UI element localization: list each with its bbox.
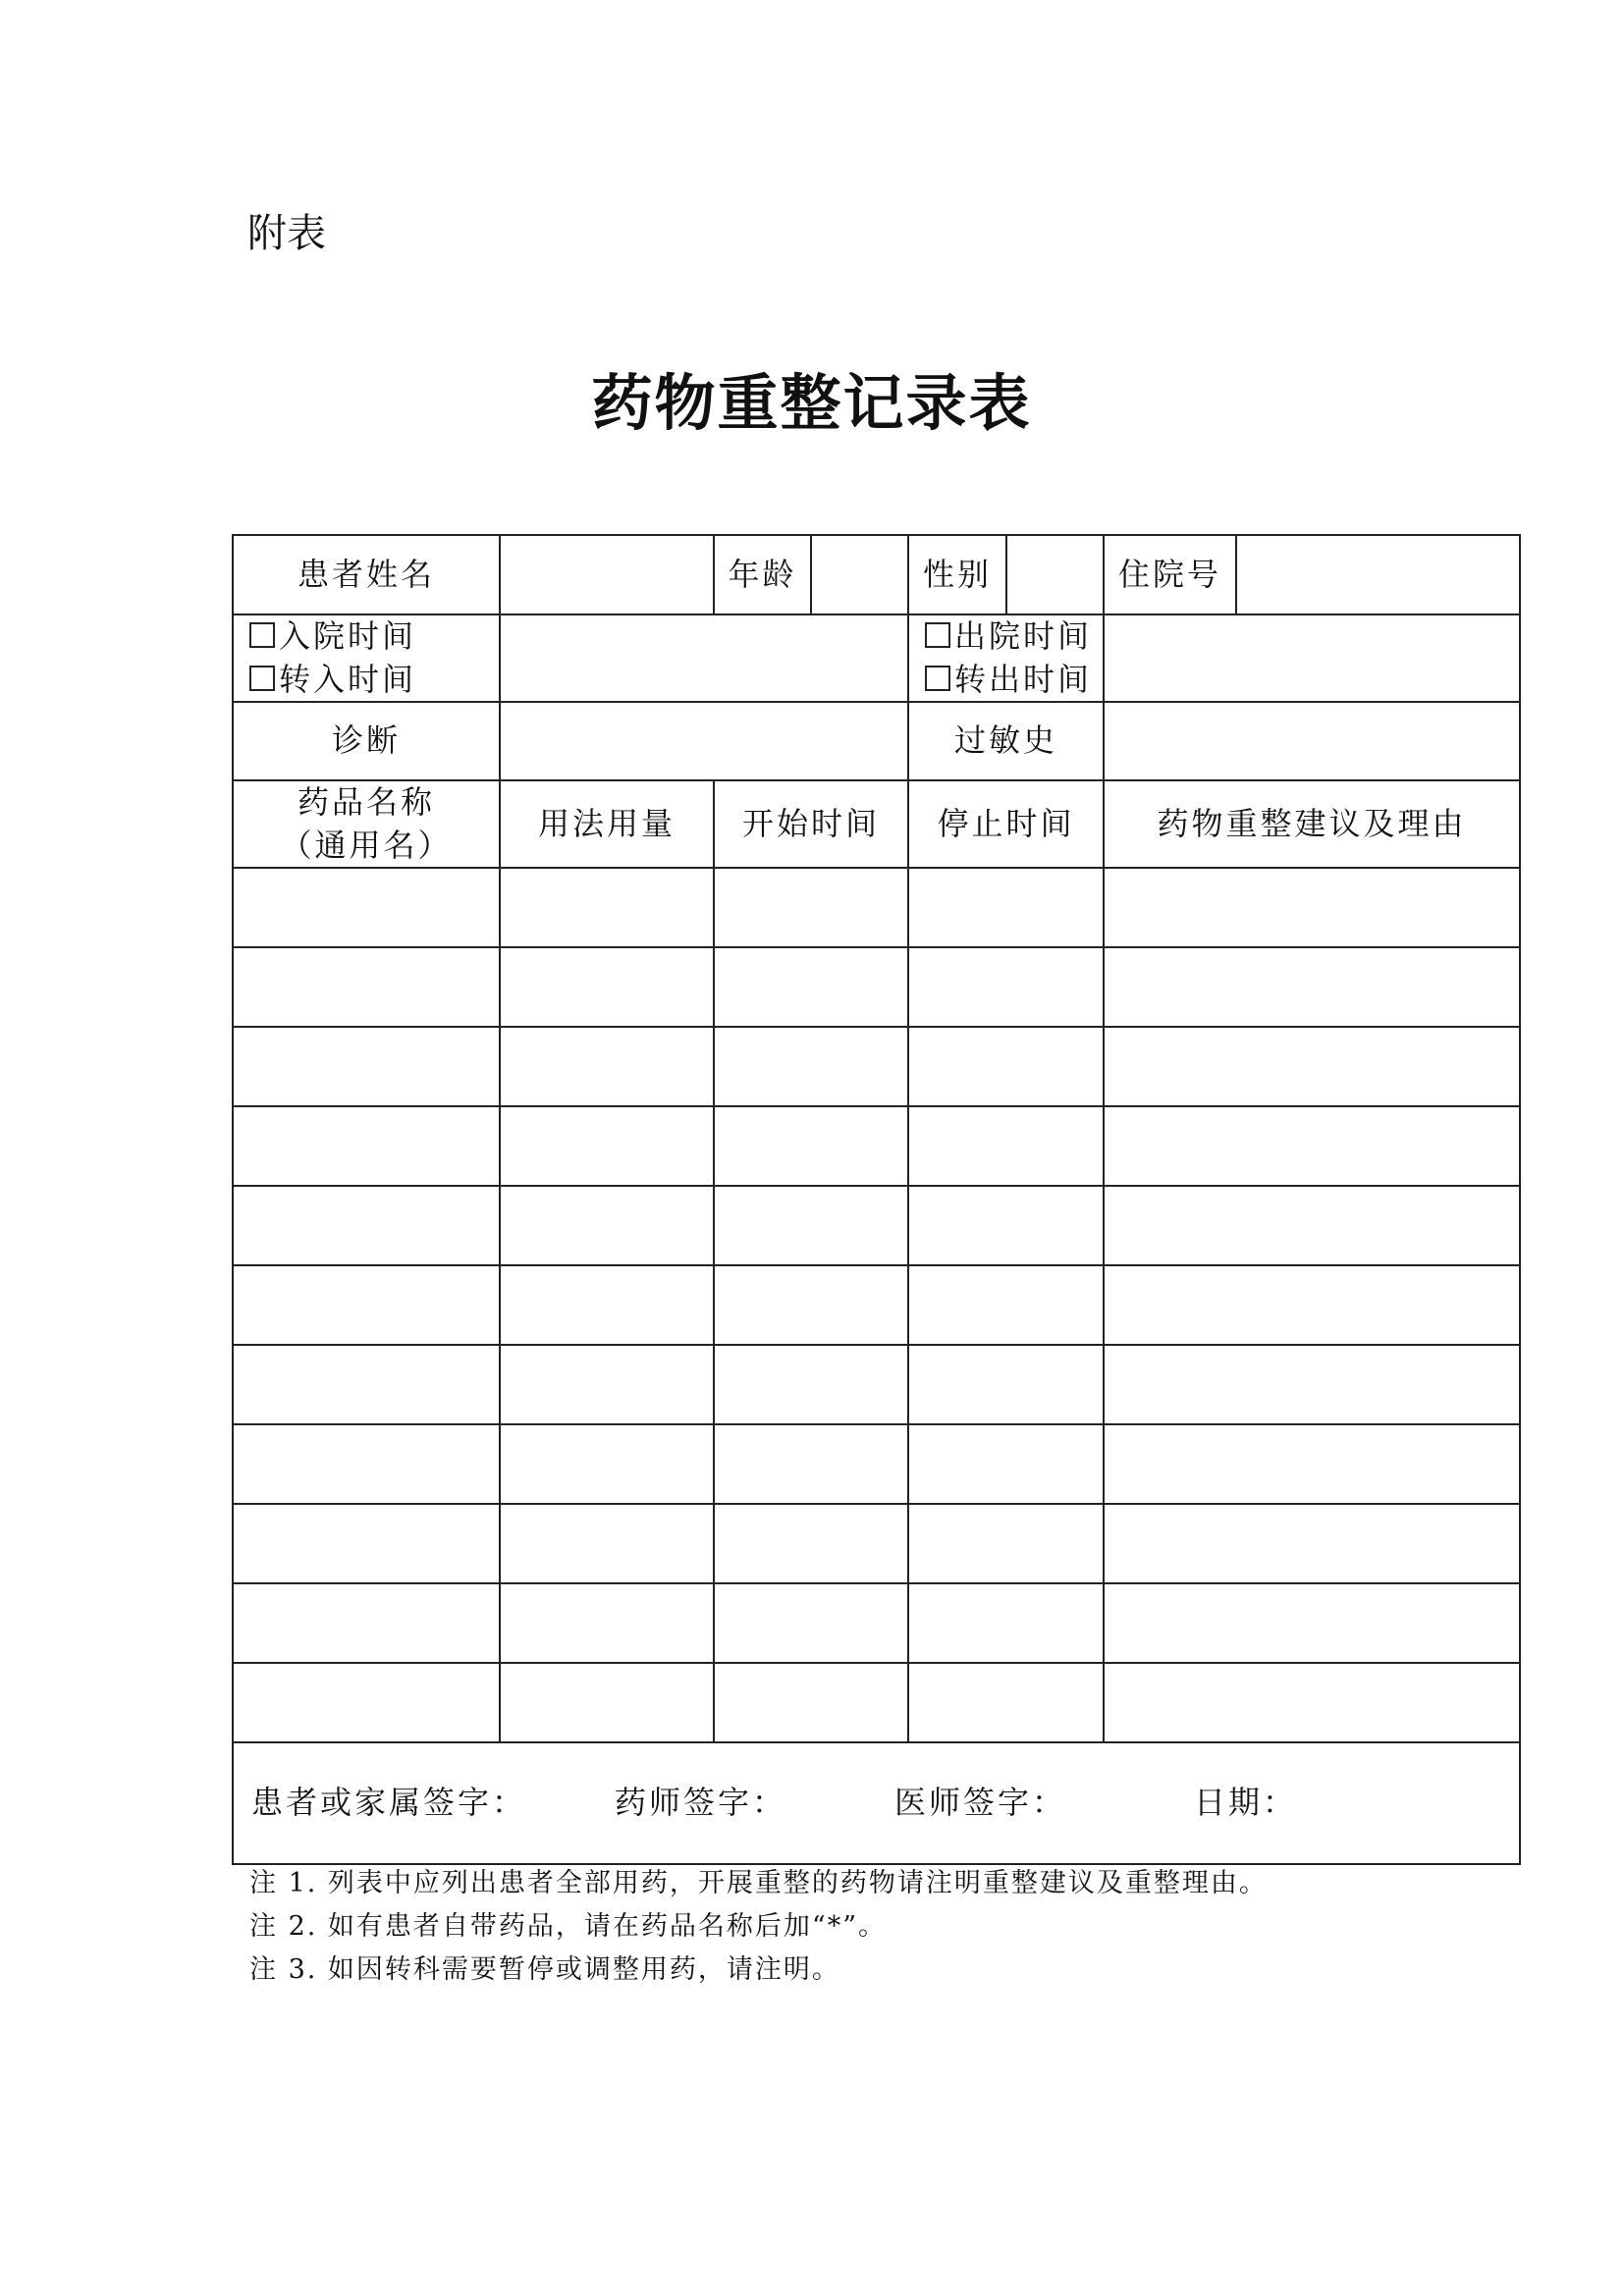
appendix-label: 附表 bbox=[247, 211, 326, 256]
advice-reason-cell[interactable] bbox=[1104, 1504, 1520, 1583]
start-time-cell[interactable] bbox=[714, 1265, 908, 1345]
date-label: 日期： bbox=[1194, 1784, 1298, 1822]
table-row bbox=[233, 1583, 1520, 1663]
admission-time-label: 入院时间 bbox=[279, 617, 417, 656]
drug-name-cell[interactable] bbox=[233, 1106, 500, 1186]
stop-time-cell[interactable] bbox=[908, 1345, 1104, 1424]
start-time-header: 开始时间 bbox=[714, 780, 908, 868]
advice-reason-cell[interactable] bbox=[1104, 1583, 1520, 1663]
patient-name-label: 患者姓名 bbox=[233, 535, 500, 614]
usage-dose-cell[interactable] bbox=[500, 1583, 714, 1663]
drug-name-header-main: 药品名称 bbox=[297, 783, 435, 822]
start-time-cell[interactable] bbox=[714, 868, 908, 947]
checkbox-icon[interactable] bbox=[925, 666, 950, 691]
allergy-field[interactable] bbox=[1104, 702, 1520, 780]
drug-name-cell[interactable] bbox=[233, 1345, 500, 1424]
patient-family-signature-label: 患者或家属签字： bbox=[251, 1784, 527, 1822]
drug-name-header bbox=[233, 780, 500, 868]
physician-signature-label: 医师签字： bbox=[894, 1784, 1067, 1822]
table-row bbox=[233, 1504, 1520, 1583]
drug-name-cell[interactable] bbox=[233, 1424, 500, 1504]
usage-dose-cell[interactable] bbox=[500, 1504, 714, 1583]
discharge-time-options bbox=[908, 614, 1104, 702]
stop-time-cell[interactable] bbox=[908, 1186, 1104, 1265]
pharmacist-signature-label: 药师签字： bbox=[615, 1784, 787, 1822]
time-row bbox=[233, 614, 1520, 702]
stop-time-cell[interactable] bbox=[908, 1663, 1104, 1742]
drug-name-cell[interactable] bbox=[233, 1663, 500, 1742]
footnotes bbox=[249, 1862, 1268, 1992]
drug-name-cell[interactable] bbox=[233, 947, 500, 1027]
advice-reason-cell[interactable] bbox=[1104, 1265, 1520, 1345]
stop-time-cell[interactable] bbox=[908, 1106, 1104, 1186]
age-label: 年龄 bbox=[714, 535, 811, 614]
table-row bbox=[233, 1424, 1520, 1504]
admission-time-options bbox=[233, 614, 500, 702]
start-time-cell[interactable] bbox=[714, 947, 908, 1027]
advice-reason-cell[interactable] bbox=[1104, 1027, 1520, 1106]
sex-label: 性别 bbox=[908, 535, 1006, 614]
stop-time-cell[interactable] bbox=[908, 947, 1104, 1027]
advice-reason-cell[interactable] bbox=[1104, 868, 1520, 947]
usage-dose-cell[interactable] bbox=[500, 1106, 714, 1186]
signature-cell bbox=[233, 1742, 1520, 1864]
advice-reason-cell[interactable] bbox=[1104, 1424, 1520, 1504]
start-time-cell[interactable] bbox=[714, 1424, 908, 1504]
table-row bbox=[233, 1663, 1520, 1742]
table-row bbox=[233, 1027, 1520, 1106]
signature-row bbox=[233, 1742, 1520, 1864]
discharge-option[interactable] bbox=[925, 615, 1103, 658]
drug-name-cell[interactable] bbox=[233, 868, 500, 947]
stop-time-cell[interactable] bbox=[908, 1265, 1104, 1345]
inpatient-no-label: 住院号 bbox=[1104, 535, 1236, 614]
table-row bbox=[233, 1186, 1520, 1265]
medication-reconciliation-table bbox=[232, 534, 1521, 1865]
advice-reason-cell[interactable] bbox=[1104, 1106, 1520, 1186]
usage-dose-cell[interactable] bbox=[500, 1663, 714, 1742]
table-row bbox=[233, 947, 1520, 1027]
discharge-time-field[interactable] bbox=[1104, 614, 1520, 702]
start-time-cell[interactable] bbox=[714, 1663, 908, 1742]
usage-dose-cell[interactable] bbox=[500, 1424, 714, 1504]
discharge-time-label: 出院时间 bbox=[954, 617, 1093, 656]
start-time-cell[interactable] bbox=[714, 1186, 908, 1265]
table-row bbox=[233, 1345, 1520, 1424]
advice-reason-header: 药物重整建议及理由 bbox=[1104, 780, 1520, 868]
drug-name-header-sub: （通用名） bbox=[280, 826, 453, 864]
usage-dose-cell[interactable] bbox=[500, 1265, 714, 1345]
stop-time-cell[interactable] bbox=[908, 868, 1104, 947]
form-title: 药物重整记录表 bbox=[591, 367, 1032, 439]
footnote-2: 注 2. 如有患者自带药品，请在药品名称后加“*”。 bbox=[249, 1911, 888, 1942]
usage-dose-cell[interactable] bbox=[500, 1027, 714, 1106]
admission-time-field[interactable] bbox=[500, 614, 908, 702]
diagnosis-row bbox=[233, 702, 1520, 780]
usage-dose-cell[interactable] bbox=[500, 947, 714, 1027]
stop-time-cell[interactable] bbox=[908, 1027, 1104, 1106]
sex-field[interactable] bbox=[1006, 535, 1104, 614]
table-row bbox=[233, 1265, 1520, 1345]
diagnosis-field[interactable] bbox=[500, 702, 908, 780]
admission-option[interactable] bbox=[249, 615, 499, 658]
start-time-cell[interactable] bbox=[714, 1504, 908, 1583]
usage-dose-cell[interactable] bbox=[500, 1345, 714, 1424]
drug-name-cell[interactable] bbox=[233, 1186, 500, 1265]
table-row bbox=[233, 1106, 1520, 1186]
diagnosis-label: 诊断 bbox=[233, 702, 500, 780]
transfer-out-option[interactable] bbox=[925, 659, 1103, 701]
drug-name-cell[interactable] bbox=[233, 1583, 500, 1663]
footnote-3: 注 3. 如因转科需要暂停或调整用药，请注明。 bbox=[249, 1954, 840, 1985]
usage-dose-header: 用法用量 bbox=[500, 780, 714, 868]
advice-reason-cell[interactable] bbox=[1104, 947, 1520, 1027]
advice-reason-cell[interactable] bbox=[1104, 1186, 1520, 1265]
stop-time-cell[interactable] bbox=[908, 1504, 1104, 1583]
start-time-cell[interactable] bbox=[714, 1583, 908, 1663]
patient-name-field[interactable] bbox=[500, 535, 714, 614]
checkbox-icon[interactable] bbox=[925, 622, 950, 648]
start-time-cell[interactable] bbox=[714, 1027, 908, 1106]
usage-dose-cell[interactable] bbox=[500, 1186, 714, 1265]
stop-time-cell[interactable] bbox=[908, 1424, 1104, 1504]
inpatient-no-field[interactable] bbox=[1236, 535, 1520, 614]
column-header-row bbox=[233, 780, 1520, 868]
advice-reason-cell[interactable] bbox=[1104, 1345, 1520, 1424]
drug-name-cell[interactable] bbox=[233, 1027, 500, 1106]
stop-time-cell[interactable] bbox=[908, 1583, 1104, 1663]
start-time-cell[interactable] bbox=[714, 1345, 908, 1424]
checkbox-icon[interactable] bbox=[249, 622, 275, 648]
footnote-1: 注 1. 列表中应列出患者全部用药，开展重整的药物请注明重整建议及重整理由。 bbox=[249, 1868, 1268, 1898]
stop-time-header: 停止时间 bbox=[908, 780, 1104, 868]
transfer-out-time-label: 转出时间 bbox=[954, 660, 1093, 698]
transfer-in-time-label: 转入时间 bbox=[279, 660, 417, 698]
transfer-in-option[interactable] bbox=[249, 659, 499, 701]
age-field[interactable] bbox=[811, 535, 908, 614]
usage-dose-cell[interactable] bbox=[500, 868, 714, 947]
drug-name-cell[interactable] bbox=[233, 1504, 500, 1583]
advice-reason-cell[interactable] bbox=[1104, 1663, 1520, 1742]
allergy-label: 过敏史 bbox=[908, 702, 1104, 780]
start-time-cell[interactable] bbox=[714, 1106, 908, 1186]
patient-info-row bbox=[233, 535, 1520, 614]
checkbox-icon[interactable] bbox=[249, 666, 275, 691]
table-row bbox=[233, 868, 1520, 947]
drug-name-cell[interactable] bbox=[233, 1265, 500, 1345]
